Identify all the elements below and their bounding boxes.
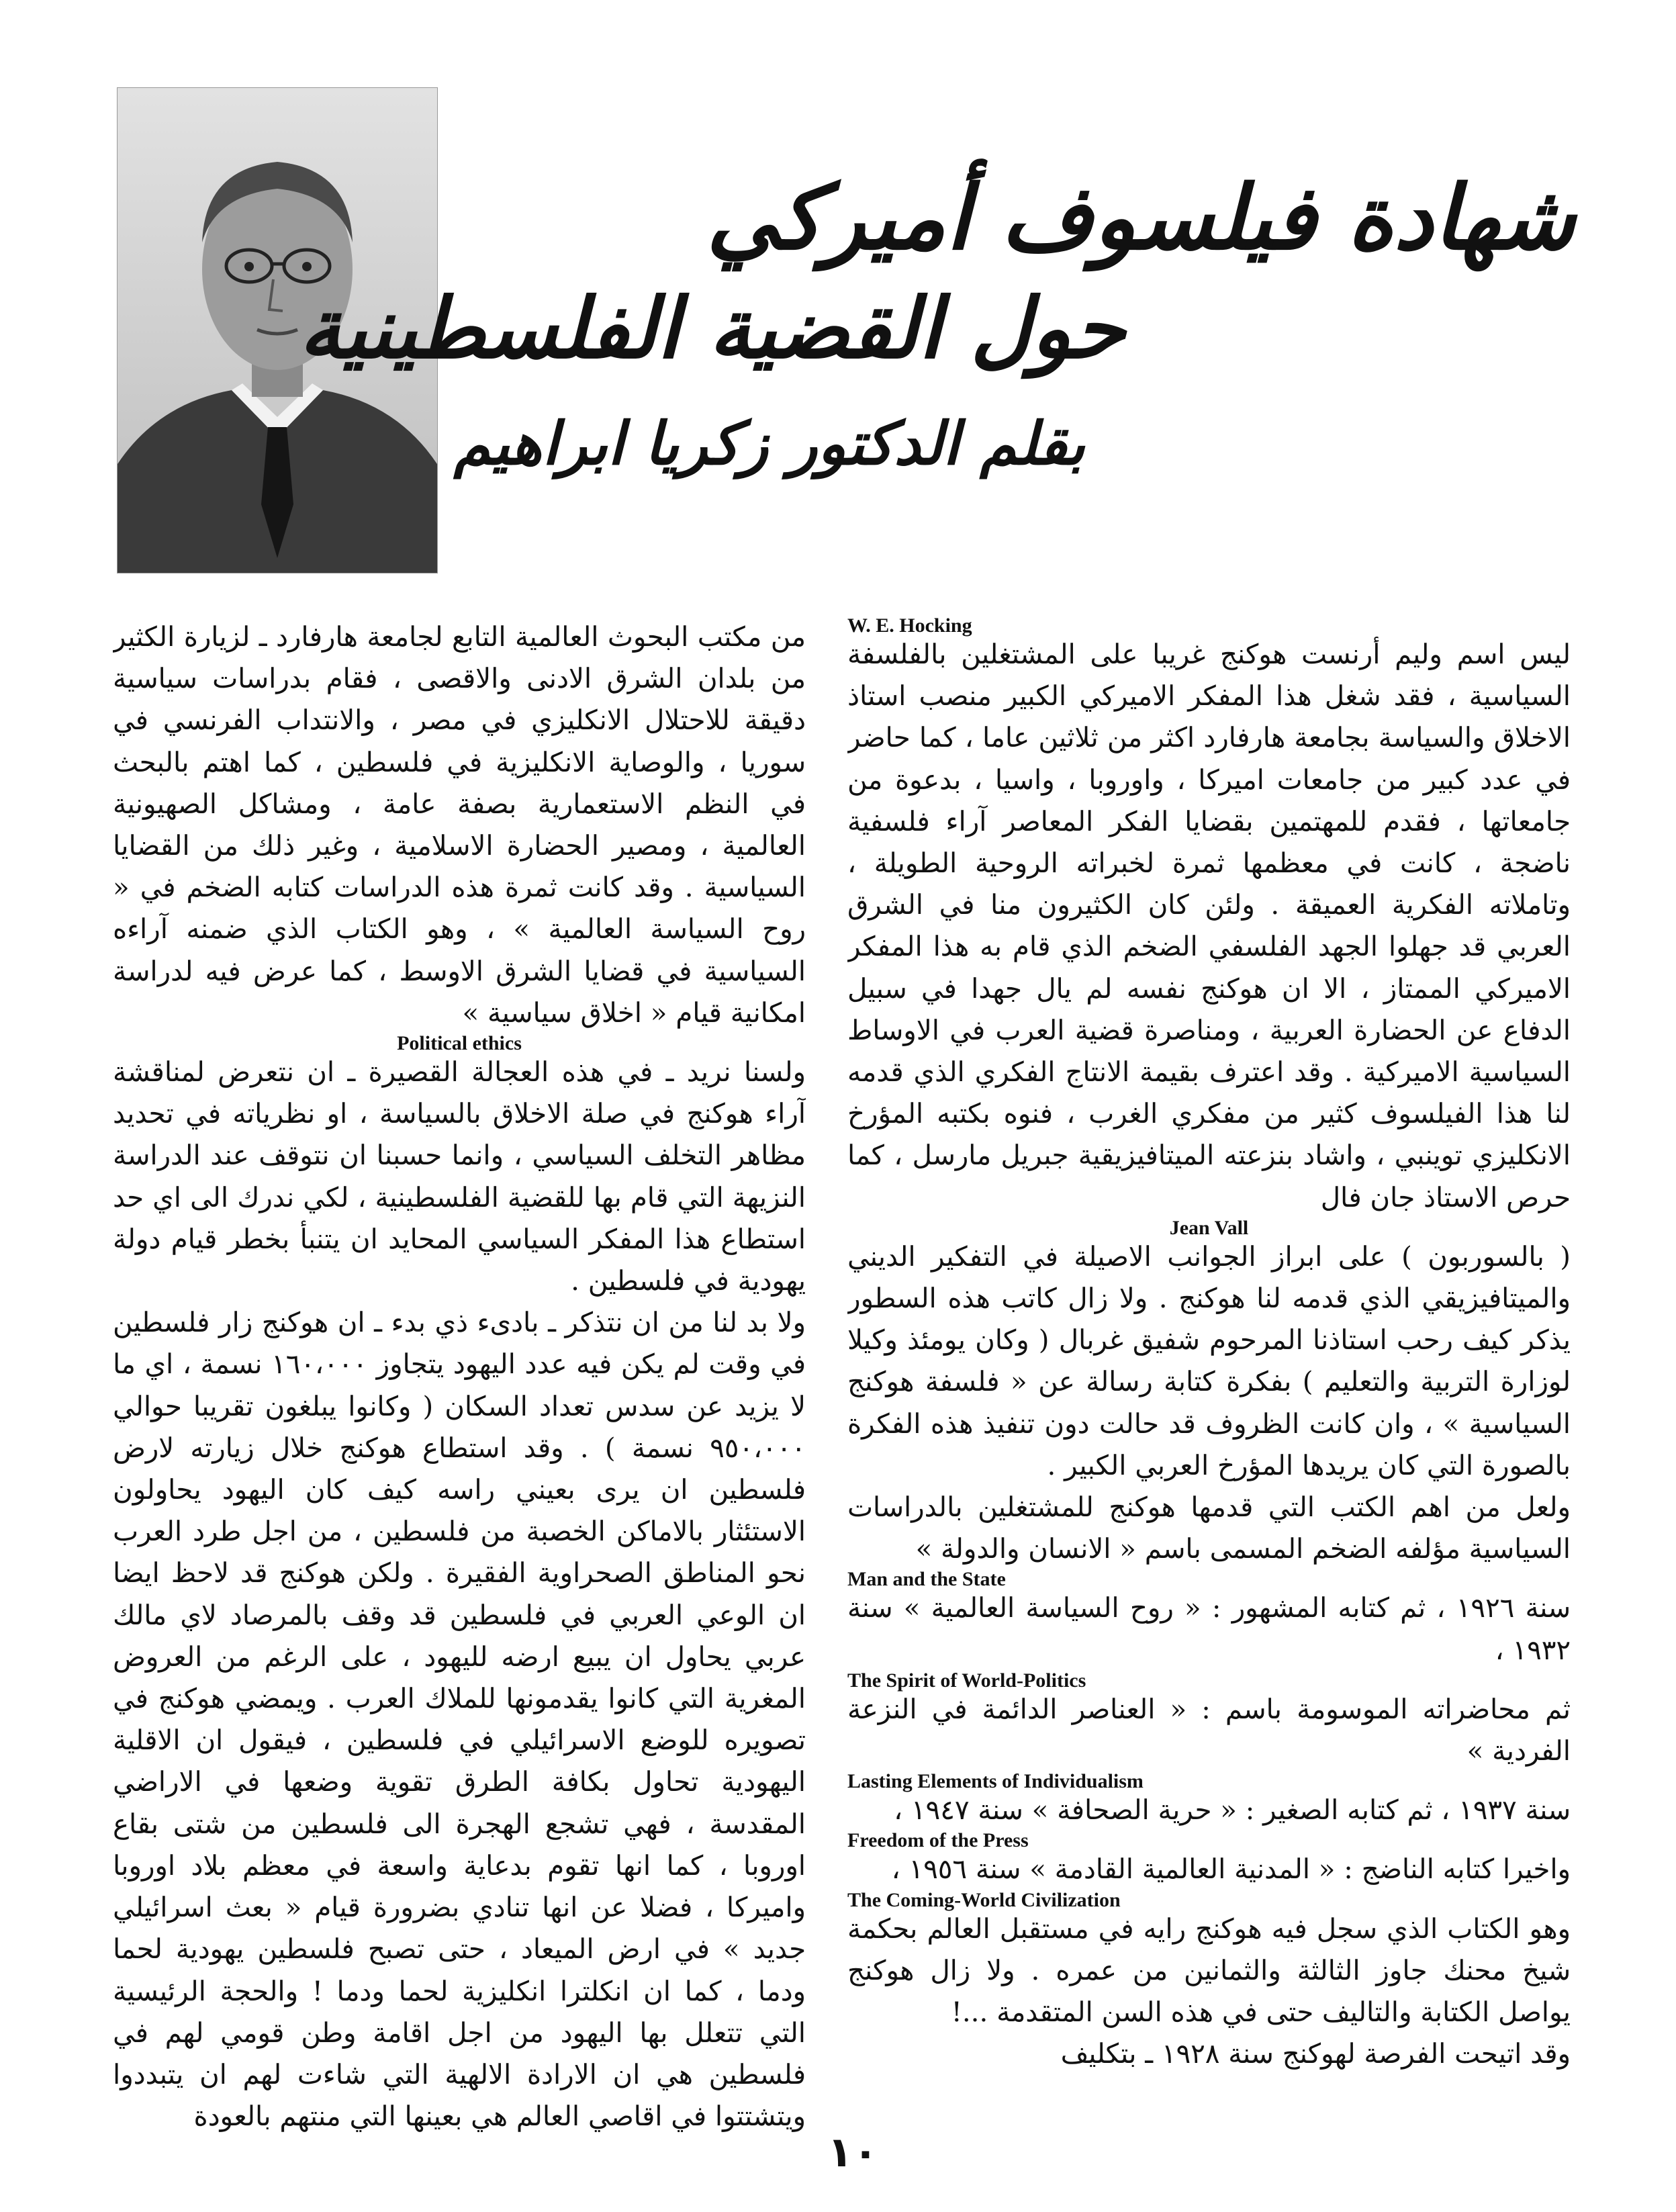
paragraph: واخيرا كتابه الناضج : « المدنية العالمية القادمة » سنة ١٩٥٦ ، [891,1853,1571,1886]
latin-gloss: W. E. Hocking [847,616,972,637]
latin-gloss: The Coming-World Civilization [847,1888,1121,1911]
text-column-right [847,616,1571,2201]
paragraph: سنة ١٩٣٧ ، ثم كتابه الصغير : « حرية الصحافة » سنة ١٩٤٧ ، [894,1794,1571,1827]
latin-gloss: Freedom of the Press [847,1829,1029,1852]
paragraph: ليس اسم وليم أرنست هوكنج غريبا على المشتغلين بالفلسفة السياسية ، فقد شغل هذا المفكر الاميركي الكبير منصب استاذ الاخلاق والسياسة بجامعة هارفارد اكثر من ثلاثين عاما ، كما حاضر في عدد كبير من جامعات اميركا ، واوروبا ، واسيا ، بدعوة من جامعاتها ، فقدم للمهتمين بقضايا الفكر المعاصر آراء فلسفية ناضجة ، كانت في معظمها ثمرة لخبراته الروحية الطويلة ، وتاملاته الفكرية العميقة . ولئن كان الكثيرون منا في الشرق العربي قد جهلوا الجهد الفلسفي الضخم الذي قام به هذا المفكر الاميركي الممتاز ، الا ان هوكنج نفسه لم يال جهدا في سبيل الدفاع عن الحضارة العربية ، ومناصرة قضية العرب في الاوساط السياسية الاميركية . وقد اعترف بقيمة الانتاج الفكري الذي قدمه لنا هذا الفيلسوف كثير من مفكري الغرب ، فنوه بكتبه المؤرخ الانكليزي توينبي ، واشاد بنزعته الميتافيزيقية جبريل مارسل ، كما حرص الاستاذ جان فال [847,639,1571,1213]
article-title-line-1: شهادة فيلسوف أميركي [706,166,1575,270]
author-byline: بقلم الدكتور زكريا ابراهيم [453,408,1085,478]
page-number: ١٠ [827,2127,878,2176]
paragraph: ولعل من اهم الكتب التي قدمها هوكنج للمشتغلين بالدراسات السياسية مؤلفه الضخم المسمى باسم « الانسان والدولة » [847,1491,1571,1565]
paragraph: ولا بد لنا من ان نتذكر ـ بادىء ذي بدء ـ ان هوكنج زار فلسطين في وقت لم يكن فيه عدد اليهود يتجاوز ١٦٠،٠٠٠ نسمة ، اي ما لا يزيد عن سدس تعداد السكان ( وكانوا يبلغون تقريبا حوالي ٩٥٠،٠٠٠ نسمة ) . وقد استطاع هوكنج خلال زيارته لارض فلسطين ان يرى بعيني راسه كيف كان اليهود يحاولون الاستئثار بالاماكن الخصبة من فلسطين ، من اجل طرد العرب نحو المناطق الصحراوية الفقيرة . ولكن هوكنج قد لاحظ ايضا ان الوعي العربي في فلسطين قد وقف بالمرصاد لاي مالك عربي يحاول ان يبيع ارضه لليهود ، على الرغم من العروض المغرية التي كانوا يقدمونها للملاك العرب . ويمضي هوكنج في تصويره للوضع الاسرائيلي في فلسطين ، فيقول ان الاقلية اليهودية تحاول بكافة الطرق تقوية وضعها في الاراضي المقدسة ، فهي تشجع الهجرة الى فلسطين من شتى بقاع اوروبا ، كما انها تقوم بدعاية واسعة في معظم بلاد اوروبا واميركا ، فضلا عن انها تنادي بضرورة قيام « بعث اسرائيلي جديد » في ارض الميعاد ، حتى تصبح فلسطين يهودية لحما ودما ، كما ان انكلترا انكليزية لحما ودما ! والحجة الرئيسية التي تتعلل بها اليهود من اجل اقامة وطن قومي لهم في فلسطين هي ان الارادة الالهية التي شاءت لهم ان يتبددوا ويتشتتوا في اقاصي العالم هي بعينها التي منتهم بالعودة [113,1307,806,2133]
paragraph: سنة ١٩٢٦ ، ثم كتابه المشهور : « روح السياسة العالمية » سنة ١٩٣٢ ، [847,1592,1571,1666]
article-title-line-2: حول القضية الفلسطينية [299,280,1125,377]
latin-gloss: Political ethics [397,1032,522,1055]
paragraph: ولسنا نريد ـ في هذه العجالة القصيرة ـ ان نتعرض لمناقشة آراء هوكنج في صلة الاخلاق بالسياسة ، او نظرياته في تحديد مظاهر التخلف السياسي ، وانما حسبنا ان نتوقف عند الدراسة النزيهة التي قام بها للقضية الفلسطينية ، لكي ندرك الى اي حد استطاع هذا المفكر السياسي المحايد ان يتنبأ بخطر قيام دولة يهودية في فلسطين . [113,1056,806,1297]
latin-gloss: Lasting Elements of Individualism [847,1770,1144,1793]
latin-gloss: Jean Vall [1169,1216,1249,1239]
latin-gloss: Man and the State [847,1568,1006,1591]
paragraph: ( بالسوربون ) على ابراز الجوانب الاصيلة في التفكير الديني والميتافيزيقي الذي قدمه لنا هوكنج . ولا زال كاتب هذه السطور يذكر كيف رحب استاذنا المرحوم شفيق غربال ( وكان يومئذ وكيلا لوزارة التربية والتعليم ) بفكرة كتابة رسالة عن « فلسفة هوكنج السياسية » ، وان كانت الظروف قد حالت دون تنفيذ هذه الفكرة بالصورة التي كان يريدها المؤرخ العربي الكبير . [847,1240,1571,1481]
paragraph: ثم محاضراته الموسومة باسم : « العناصر الدائمة في النزعة الفردية » [847,1693,1571,1767]
text-column-left [113,616,806,2201]
paragraph: وقد اتيحت الفرصة لهوكنج سنة ١٩٢٨ ـ بتكليف [1060,2038,1571,2070]
latin-gloss: The Spirit of World-Politics [847,1669,1086,1692]
paragraph: وهو الكتاب الذي سجل فيه هوكنج رايه في مستقبل العالم بحكمة شيخ محنك جاوز الثالثة والثمانين من عمره . ولا زال هوكنج يواصل الكتابة والتاليف حتى في هذه السن المتقدمة ...! [847,1913,1571,2029]
paragraph: من مكتب البحوث العالمية التابع لجامعة هارفارد ـ لزيارة الكثير من بلدان الشرق الادنى والاقصى ، فقام بدراسات سياسية دقيقة للاحتلال الانكليزي في مصر ، والانتداب الفرنسي في سوريا ، والوصاية الانكليزية في فلسطين ، كما اهتم بالبحث في النظم الاستعمارية بصفة عامة ، ومشاكل الصهيونية العالمية ، ومصير الحضارة الاسلامية ، وغير ذلك من القضايا السياسية . وقد كانت ثمرة هذه الدراسات كتابه الضخم في « روح السياسة العالمية » ، وهو الكتاب الذي ضمنه آراءه السياسية في قضايا الشرق الاوسط ، كما عرض فيه لدراسة امكانية قيام « اخلاق سياسية » [113,621,806,1029]
